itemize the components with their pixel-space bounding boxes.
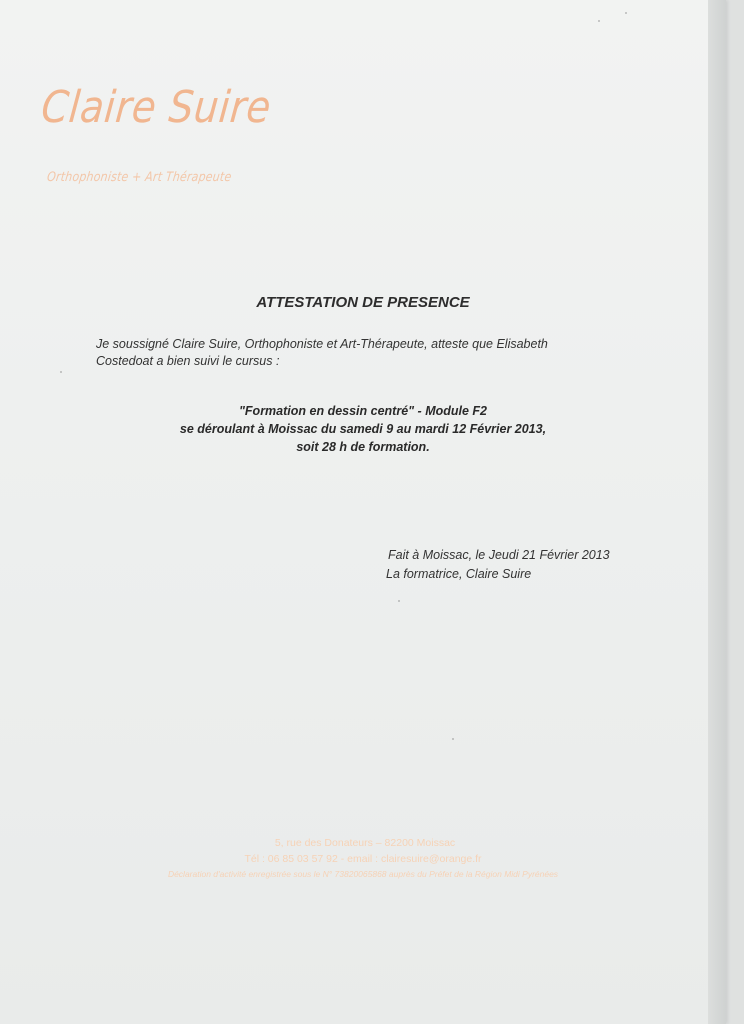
footer-declaration: Déclaration d'activité enregistrée sous le N° 73820065868 auprès du Préfet de la Région Midi Pyrénées — [167, 869, 559, 879]
scan-speck — [625, 12, 627, 14]
signature-name: La formatrice, Claire Suire — [386, 567, 532, 581]
formation-line: se déroulant à Moissac du samedi 9 au mardi 12 Février 2013, — [179, 422, 547, 436]
footer-contact: Tél : 06 85 03 57 92 - email : clairesuire@orange.fr — [244, 853, 482, 865]
scan-speck — [398, 600, 400, 602]
footer-address: 5, rue des Donateurs – 82200 Moissac — [274, 837, 456, 849]
letterhead-footer — [0, 835, 726, 881]
formation-details — [0, 402, 726, 456]
scan-speck — [598, 20, 600, 22]
attestation-body — [96, 336, 636, 370]
formation-line: "Formation en dessin centré" - Module F2 — [239, 404, 487, 418]
letterhead-name: Claire Suire — [39, 82, 274, 133]
formation-line: soit 28 h de formation. — [296, 440, 430, 454]
signature-place-date: Fait à Moissac, le Jeudi 21 Février 2013 — [388, 548, 610, 562]
body-line: Je soussigné Claire Suire, Orthophoniste et Art-Thérapeute, atteste que Elisabeth — [96, 337, 548, 351]
scan-speck — [452, 738, 454, 740]
scan-speck — [60, 371, 62, 373]
body-line: Costedoat a bien suivi le cursus : — [96, 354, 280, 368]
signature-block — [386, 546, 610, 584]
document-title: ATTESTATION DE PRESENCE — [256, 294, 470, 311]
letterhead-tagline: Orthophoniste + Art Thérapeute — [46, 170, 233, 185]
